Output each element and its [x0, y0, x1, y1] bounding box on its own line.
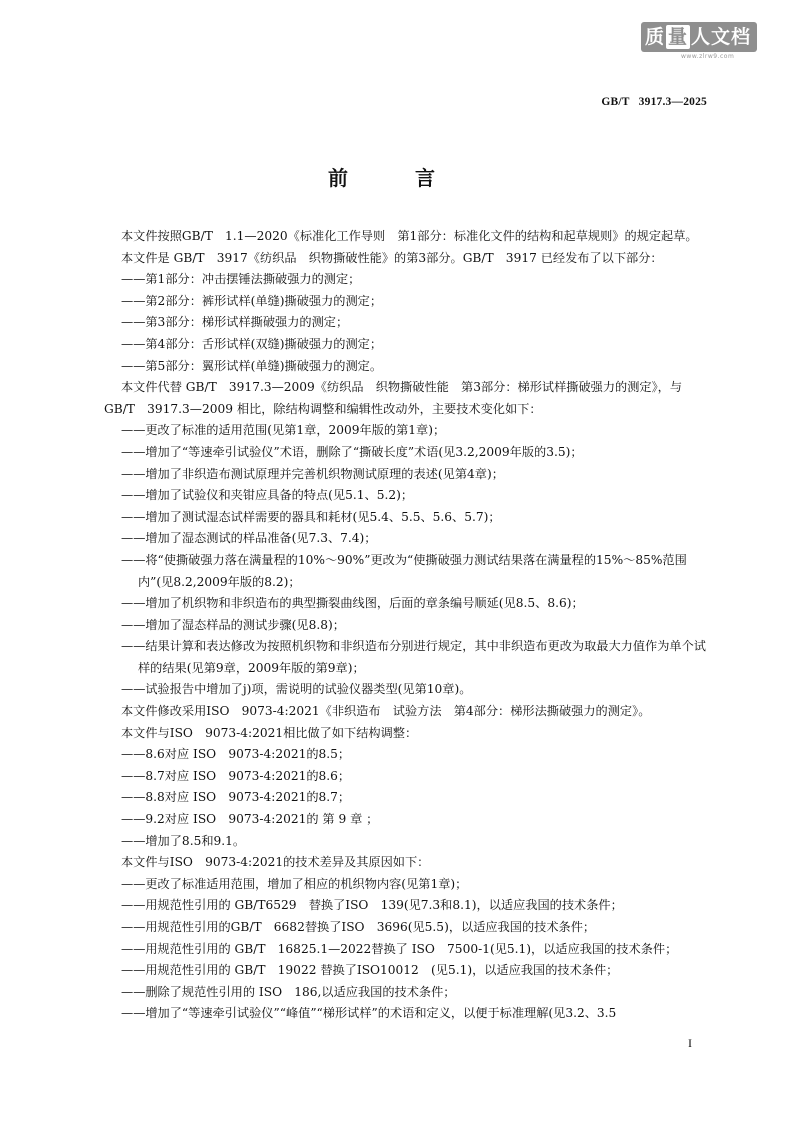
list-item: ——9.2对应 ISO 9073-4:2021的 第 9 章 ；	[121, 812, 379, 827]
list-item: ——增加了机织物和非织造布的典型撕裂曲线图，后面的章条编号顺延(见8.5、8.6)；	[121, 596, 584, 611]
list-item: ——增加了湿态样品的测试步骤(见8.8)；	[121, 617, 345, 632]
list-item: ——第1部分：冲击摆锤法撕破强力的测定；	[121, 272, 361, 287]
watermark-text: 人文档	[691, 26, 752, 48]
list-item: ——用规范性引用的GB/T 6682替换了ISO 3696(见5.5)，以适应我国的技术条件；	[121, 920, 596, 934]
paragraph: 本文件修改采用ISO 9073-4:2021《非织造布 试验方法 第4部分：梯形法撕破强力的测定》。	[121, 704, 651, 719]
list-item: ——增加了非织造布测试原理并完善机织物测试原理的表述(见第4章)；	[121, 466, 504, 481]
list-item: ——8.6对应 ISO 9073-4:2021的8.5；	[121, 747, 351, 762]
paragraph: 本文件与ISO 9073-4:2021相比做了如下结构调整：	[121, 725, 418, 740]
paragraph: 本文件按照GB/T 1.1—2020《标准化工作导则 第1部分：标准化文件的结构和起草规则》的规定起草。	[121, 229, 698, 243]
watermark-char-1: 质	[645, 26, 666, 48]
watermark-url: www.zlrw9.com	[681, 53, 735, 60]
paragraph: 本文件是 GB/T 3917《纺织品 织物撕破性能》的第3部分。GB/T 3917 已经发布了以下部分：	[121, 250, 663, 265]
list-item: ——用规范性引用的 GB/T6529 替换了ISO 139(见7.3和8.1)，以适应我国的技术条件；	[121, 898, 623, 913]
standard-code: GB/T 3917.3—2025	[601, 96, 707, 108]
list-item: ——增加了8.5和9.1。	[121, 833, 246, 848]
list-item: ——将“使撕破强力落在满量程的10%～90%”更改为“使撕破强力测试结果落在满量程的15%～85%范围内”(见8.2,2009年版的8.2)；	[121, 552, 687, 589]
watermark-logo	[641, 22, 781, 62]
list-item: ——增加了“等速牵引试验仪”术语，删除了“撕破长度”术语(见3.2,2009年版的3.5)；	[121, 444, 583, 459]
list-item: ——试验报告中增加了j)项，需说明的试验仪器类型(见第10章)。	[121, 682, 472, 697]
list-item: ——用规范性引用的 GB/T 16825.1—2022替换了 ISO 7500-1(见5.1)，以适应我国的技术条件；	[121, 941, 678, 956]
list-item: ——第5部分：翼形试样(单缝)撕破强力的测定。	[121, 358, 383, 373]
list-item: ——8.8对应 ISO 9073-4:2021的8.7；	[121, 790, 351, 805]
list-item: ——增加了测试湿态试样需要的器具和耗材(见5.4、5.5、5.6、5.7)；	[121, 509, 501, 524]
list-item: ——增加了“等速牵引试验仪”“峰值”“梯形试样”的术语和定义，以便于标准理解(见3.2、3.5	[121, 1006, 617, 1021]
page-number: I	[688, 1036, 692, 1050]
list-item: ——第2部分：裤形试样(单缝)撕破强力的测定；	[121, 293, 383, 308]
list-item: ——用规范性引用的 GB/T 19022 替换了ISO10012 (见5.1)，以适应我国的技术条件；	[121, 963, 619, 978]
page-title: 前 言	[328, 166, 465, 190]
list-item: ——增加了试验仪和夹钳应具备的特点(见5.1、5.2)；	[121, 488, 414, 503]
watermark-badge	[641, 22, 757, 52]
paragraph: 本文件代替 GB/T 3917.3—2009《纺织品 织物撕破性能 第3部分：梯形试样撕破强力的测定》，与GB/T 3917.3—2009 相比，除结构调整和编辑性改动外，主要技术变化如下：	[104, 380, 683, 416]
list-item: ——更改了标准适用范围，增加了相应的机织物内容(见第1章)；	[121, 876, 468, 891]
list-item: ——8.7对应 ISO 9073-4:2021的8.6；	[121, 768, 351, 783]
list-item: ——删除了规范性引用的 ISO 186,以适应我国的技术条件；	[121, 984, 456, 999]
list-item: ——第3部分：梯形试样撕破强力的测定；	[121, 315, 349, 330]
list-item: ——更改了标准的适用范围(见第1章，2009年版的第1章)；	[121, 423, 446, 438]
list-item: ——第4部分：舌形试样(双缝)撕破强力的测定；	[121, 336, 383, 351]
watermark-char-2: 量	[668, 26, 689, 48]
list-item: ——结果计算和表达修改为按照机织物和非织造布分别进行规定，其中非织造布更改为取最大力值作为单个试样的结果(见第9章，2009年版的第9章)；	[121, 639, 706, 675]
document-body	[104, 226, 712, 1025]
list-item: ——增加了湿态测试的样品准备(见7.3、7.4)；	[121, 531, 377, 546]
paragraph: 本文件与ISO 9073-4:2021的技术差异及其原因如下：	[121, 855, 430, 870]
